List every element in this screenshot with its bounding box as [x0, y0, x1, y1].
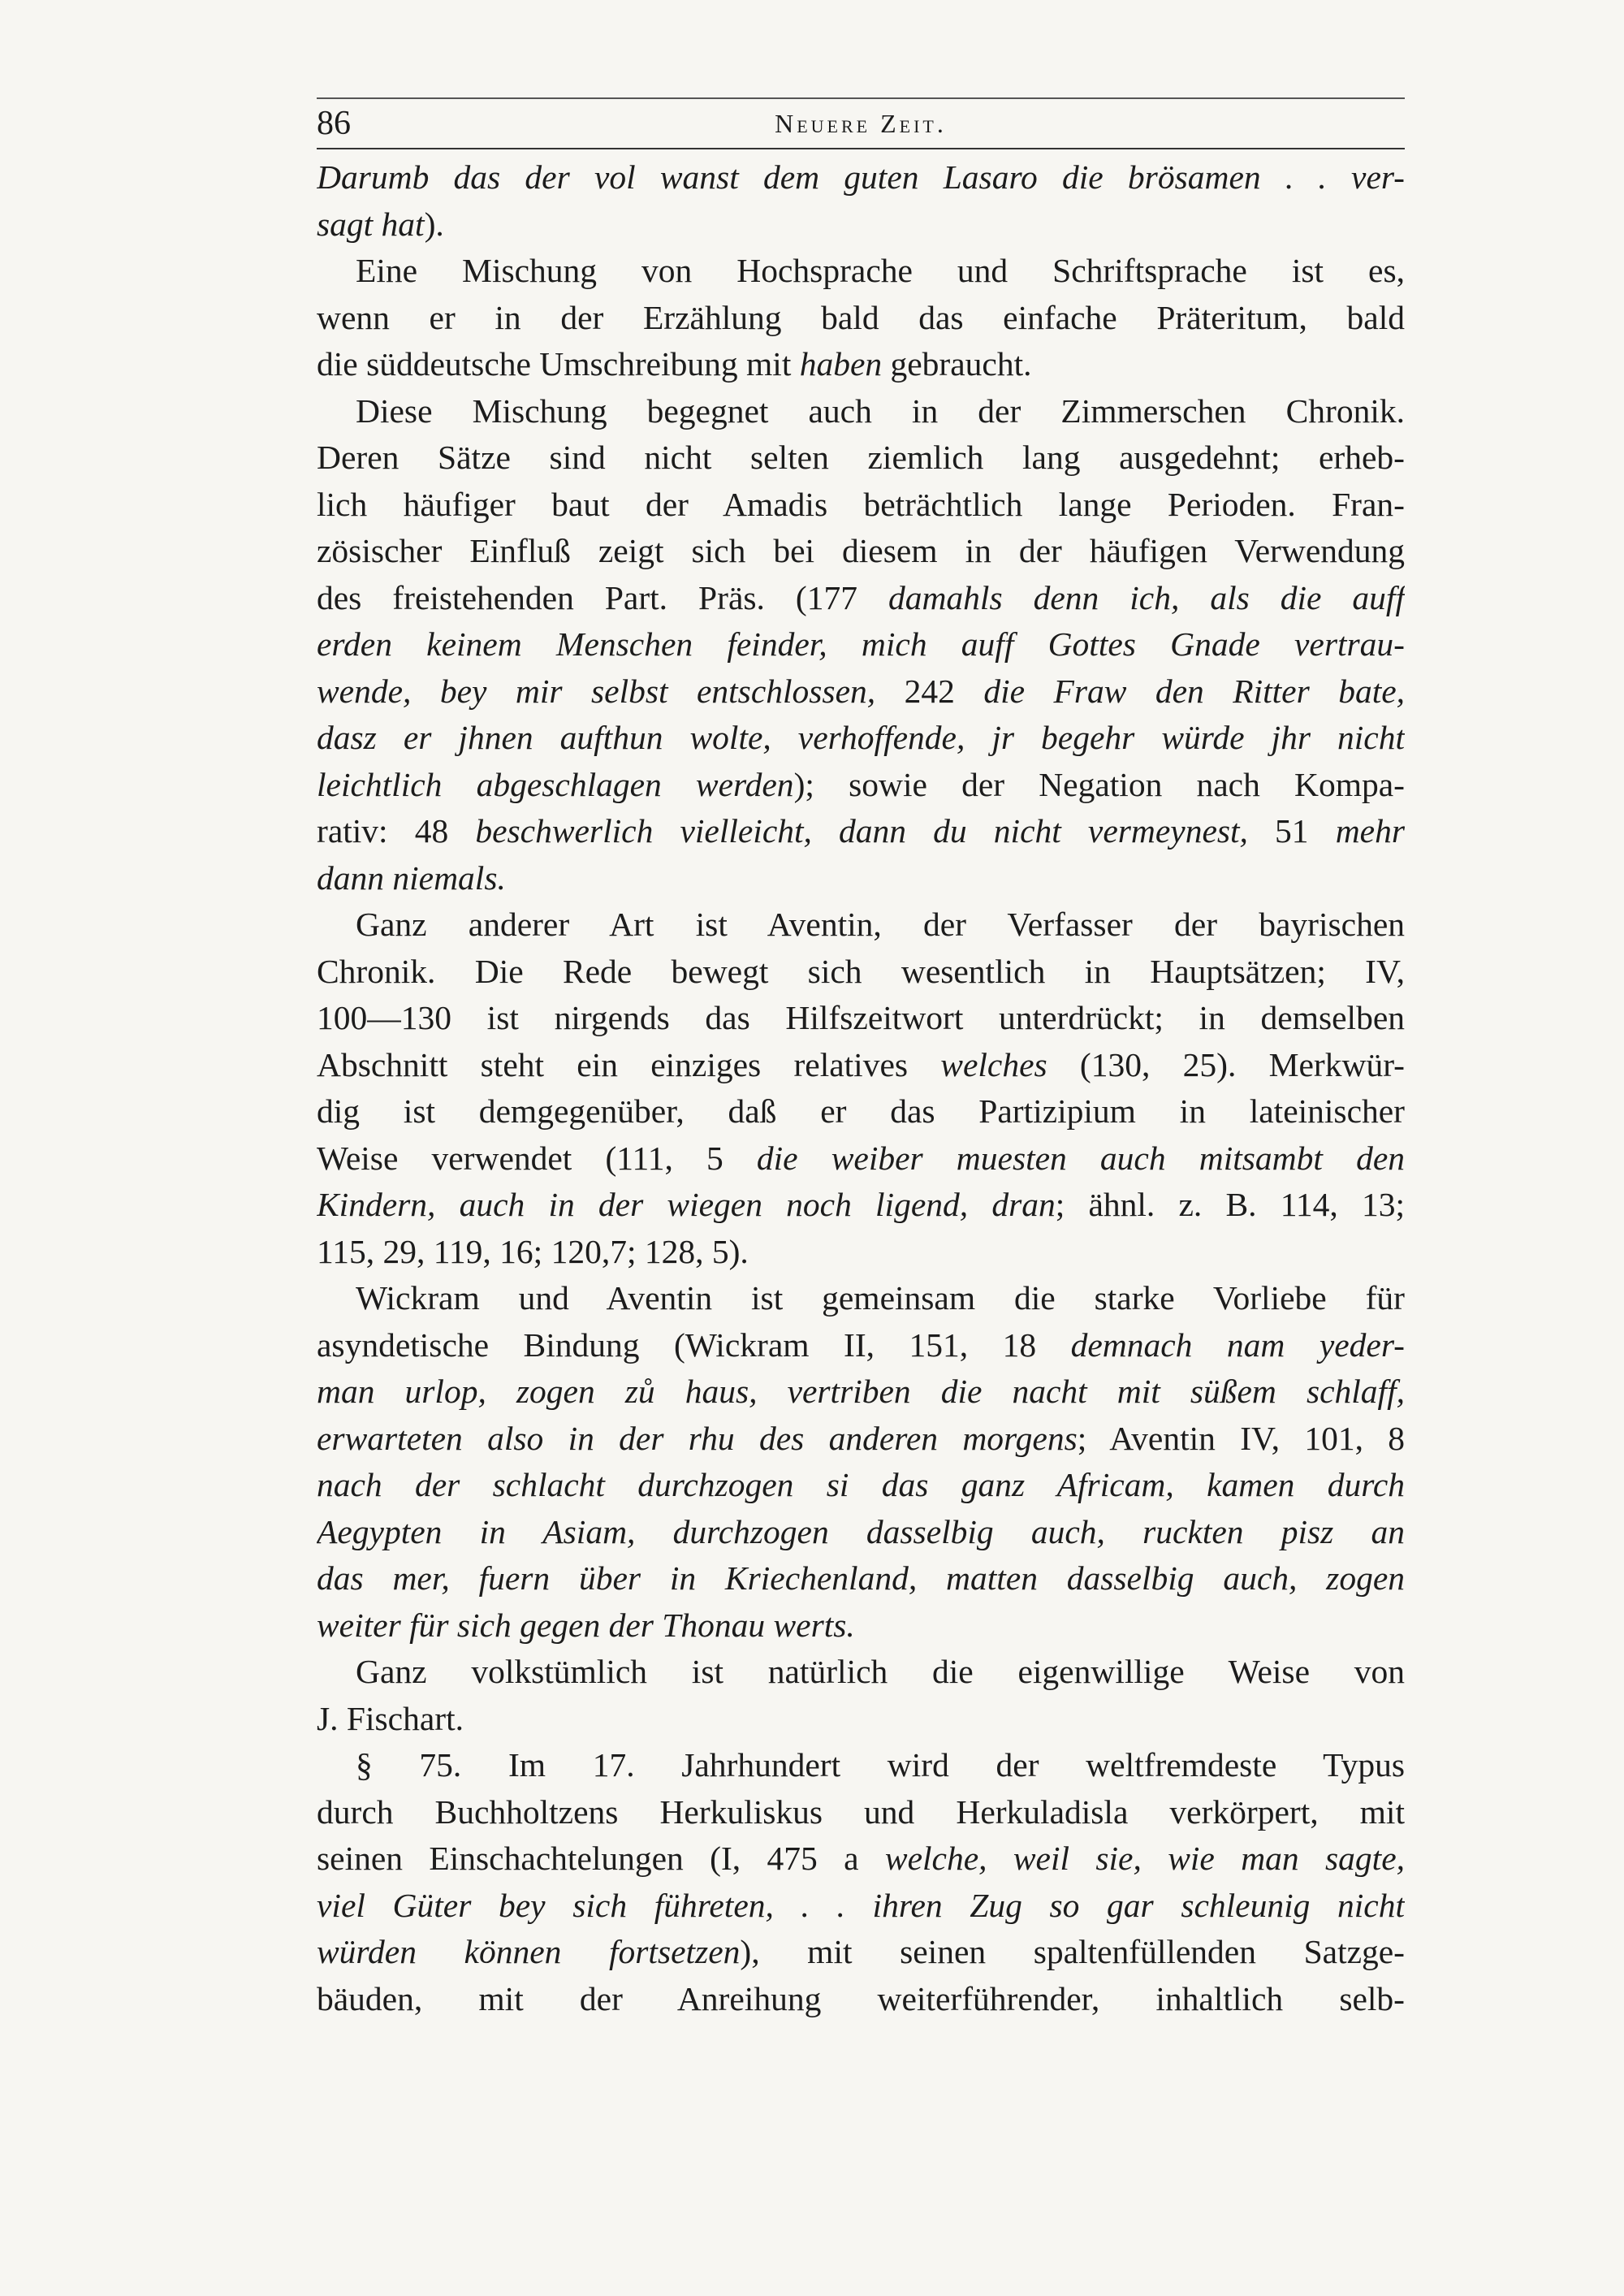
text-segment: ). [424, 205, 444, 243]
text-segment: durch Buchholtzens Herkuliskus und Herkuladisla verkörpert, mit [317, 1792, 1405, 1831]
text-line [317, 855, 1405, 902]
text-line [317, 1042, 1405, 1089]
italic-quote-segment: haben [799, 345, 883, 383]
italic-quote-segment: beschwerlich vielleicht, dann du nicht vermeynest, [475, 812, 1248, 850]
page-header [317, 97, 1405, 149]
text-segment: ; Aventin IV, 101, 8 [1077, 1419, 1405, 1457]
text-segment: Ganz volkstümlich ist natürlich die eigenwillige Weise von [356, 1653, 1405, 1690]
text-segment: Diese Mischung begegnet auch in der Zimmerschen Chronik. [356, 391, 1405, 430]
text-line [317, 388, 1405, 435]
text-line [317, 1976, 1405, 2023]
text-line [317, 1555, 1405, 1602]
text-line [317, 482, 1405, 529]
text-line [317, 1182, 1405, 1229]
text-segment: ); sowie der Negation nach Kompa- [793, 765, 1405, 803]
text-segment: 51 [1247, 812, 1336, 850]
text-segment: Chronik. Die Rede bewegt sich wesentlich in Hauptsätzen; IV, [317, 952, 1405, 990]
text-segment: 115, 29, 119, 16; 120,7; 128, 5). [317, 1232, 749, 1270]
italic-quote-segment: sagt hat [317, 205, 425, 243]
italic-quote-segment: mehr [1335, 812, 1405, 850]
text-segment: Ganz anderer Art ist Aventin, der Verfasser der bayrischen [356, 906, 1405, 943]
text-segment: bäuden, mit der Anreihung weiterführender, inhaltlich selb- [317, 1979, 1405, 2017]
italic-quote-segment: nach der schlacht durchzogen si das ganz Africam, kamen durch [317, 1466, 1405, 1503]
italic-quote-segment: würden können fortsetzen [317, 1933, 741, 1970]
text-line [317, 1509, 1405, 1556]
text-segment: rativ: 48 [317, 812, 476, 850]
text-segment: § 75. Im 17. Jahrhundert wird der weltfremdeste Typus [356, 1746, 1405, 1784]
italic-quote-segment: erwarteten also in der rhu des anderen morgens [317, 1419, 1078, 1457]
text-line [317, 435, 1405, 482]
text-line [317, 808, 1405, 855]
text-segment: Deren Sätze sind nicht selten ziemlich lang ausgedehnt; erheb- [317, 439, 1405, 476]
text-segment: zösischer Einfluß zeigt sich bei diesem in der häufigen Verwendung [317, 532, 1405, 569]
text-line [317, 668, 1405, 716]
body-text [317, 149, 1405, 2022]
header-rule [317, 97, 1405, 99]
text-segment: gebraucht. [882, 345, 1032, 383]
text-segment: Eine Mischung von Hochsprache und Schriftsprache ist es, [356, 252, 1405, 289]
text-segment: dig ist demgegenüber, daß er das Partizipium in lateinischer [317, 1092, 1405, 1130]
text-line [317, 528, 1405, 575]
text-line [317, 1369, 1405, 1416]
text-line [317, 1836, 1405, 1883]
text-line [317, 762, 1405, 809]
running-title: Neuere Zeit. [775, 109, 947, 138]
italic-quote-segment: demnach nam yeder- [1070, 1325, 1405, 1364]
italic-quote-segment: das mer, fuern über in Kriechenland, matten dasselbig auch, zogen [317, 1559, 1405, 1597]
text-line [317, 902, 1405, 949]
text-line [317, 949, 1405, 996]
text-line [317, 295, 1405, 342]
text-line [317, 1883, 1405, 1930]
text-line [317, 341, 1405, 388]
italic-quote-segment: wende, bey mir selbst entschlossen, [317, 672, 905, 710]
text-line [317, 1229, 1405, 1276]
text-segment: Weise verwendet (111, 5 [317, 1139, 757, 1177]
text-segment: Wickram und Aventin ist gemeinsam die starke Vorliebe für [356, 1279, 1405, 1317]
italic-quote-segment: damahls denn ich, als die auff [888, 578, 1405, 616]
italic-quote-segment: man urlop, zogen zů haus, vertriben die nacht mit süßem schlaff, [317, 1373, 1405, 1410]
page-number: 86 [317, 105, 351, 142]
text-line [317, 1602, 1405, 1650]
text-segment: 242 [904, 672, 984, 710]
text-segment: 100—130 ist nirgends das Hilfszeitwort unterdrückt; in demselben [317, 999, 1405, 1036]
text-line [317, 621, 1405, 668]
text-line [317, 154, 1405, 201]
text-line [317, 201, 1405, 249]
text-line [317, 1322, 1405, 1369]
text-segment: ; ähnl. z. B. 114, 13; [1055, 1186, 1405, 1223]
text-segment: lich häufiger baut der Amadis beträchtlich lange Perioden. Fran- [317, 485, 1405, 523]
italic-quote-segment: dasz er jhnen aufthun wolte, verhoffende, jr begehr würde jhr nicht [317, 719, 1405, 756]
italic-quote-segment: die Fraw den Ritter bate, [983, 672, 1405, 710]
italic-quote-segment: leichtlich abgeschlagen werden [317, 765, 794, 803]
text-line [317, 1462, 1405, 1509]
italic-quote-segment: Darumb das der vol wanst dem guten Lasaro die brösamen . . ver- [317, 158, 1405, 196]
text-segment: asyndetische Bindung (Wickram II, 151, 18 [317, 1325, 1071, 1364]
text-line [317, 1416, 1405, 1463]
text-line [317, 995, 1405, 1042]
italic-quote-segment: viel Güter bey sich führeten, . . ihren Zug so gar schleunig nicht [317, 1886, 1405, 1924]
italic-quote-segment: welches [940, 1045, 1047, 1083]
text-line [317, 1929, 1405, 1976]
italic-quote-segment: weiter für sich gegen der Thonau werts. [317, 1606, 855, 1644]
text-segment: die süddeutsche Umschreibung mit [317, 345, 800, 383]
text-line [317, 1649, 1405, 1696]
text-line [317, 1789, 1405, 1836]
italic-quote-segment: dann niemals. [317, 858, 506, 897]
italic-quote-segment: Kindern, auch in der wiegen noch ligend, dran [317, 1186, 1056, 1223]
text-line [317, 1135, 1405, 1183]
text-line [317, 1742, 1405, 1789]
text-segment: ), mit seinen spaltenfüllenden Satzge- [740, 1933, 1405, 1970]
text-line [317, 248, 1405, 295]
text-segment: des freistehenden Part. Präs. (177 [317, 578, 888, 616]
text-segment: (130, 25). Merkwür- [1047, 1045, 1405, 1083]
text-line [317, 1088, 1405, 1135]
italic-quote-segment: erden keinem Menschen feinder, mich auff Gottes Gnade vertrau- [317, 625, 1405, 663]
text-line [317, 1275, 1405, 1322]
text-segment: Abschnitt steht ein einziges relatives [317, 1045, 941, 1083]
italic-quote-segment: Aegypten in Asiam, durchzogen dasselbig auch, ruckten pisz an [317, 1512, 1405, 1550]
text-line [317, 1696, 1405, 1743]
text-segment: J. Fischart. [317, 1699, 464, 1737]
book-page [317, 97, 1405, 2022]
italic-quote-segment: die weiber muesten auch mitsambt den [756, 1139, 1405, 1177]
text-segment: wenn er in der Erzählung bald das einfache Präteritum, bald [317, 298, 1405, 336]
italic-quote-segment: welche, weil sie, wie man sagte, [884, 1840, 1405, 1877]
text-segment: seinen Einschachtelungen (I, 475 a [317, 1840, 885, 1877]
text-line [317, 715, 1405, 762]
text-line [317, 575, 1405, 622]
